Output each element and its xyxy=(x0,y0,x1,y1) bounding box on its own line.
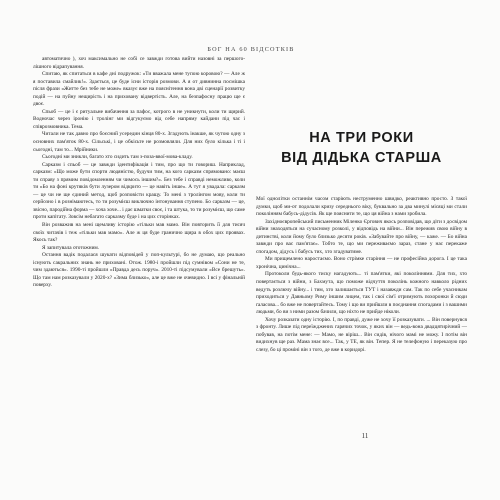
paragraph: Остання вадік подалася шукати відповідей у поп-культурі, бо не думаю, що реально існують сакральних знань не приховані. Отож. 1980-і пройшли під сумнівом «Сони не те, чим здаються». 1990-ті пройшли «Правда десь поруч». 2010-ті підсумували «Все брешуть». Що там нам розказували у 2020-х? «Зима близько», але це вже не очевидно. І всі у фінальній поверху. xyxy=(33,252,245,289)
paragraph: Спьоб — це і є ритуальне вибачення за пафос, котрого в не уникнути, коли ти щирий. Водночас через іронію і тролінг ми відгукуємо від себе напряму кайдани під час і співрозмовника. Тема. xyxy=(33,108,245,130)
paragraph: Мої однолітки останнім часом старіють неструменно швидко, реактивно просто. З такої думки, щоб ми-от подолали кризу середнього віку, буквально за два минулі місяці ми стали поколінням бабусь-дідусів. Як ще пояснити те, що ця війна з нами зробила. xyxy=(256,196,467,218)
paragraph: Хочу розказати одну історію. І, по правді, дуже не хочу її розказувати. ... Він повернувся з фронту. Лише під переїжджених гарячих точок, у яких він — ведь-вона двадцятирічний — побував, на потім мене: — Мамо, не віріш... Він сидів, нічого мамі не можу. І потім він видихнув ще раз. Мама знає все... Так, у ТЕ, як він. Тепер. Я не телефоную і переказую про слезу, бо ці проміні він з того, де вже в коридорі. xyxy=(256,316,467,353)
chapter-title-line: НА ТРИ РОКИ xyxy=(309,130,414,146)
paragraph: Я запитувала ототожним. xyxy=(42,244,100,251)
right-column xyxy=(256,196,467,354)
paragraph: Сьогодні ми зникли, багато хто сидить там з-поза-ввої-мова-кладу. xyxy=(42,154,193,161)
paragraph: Він розважив на мені щемливу історію «тільки мав мамо. Він повторить її для тисяч своїх читачів і теж «тільки мав мамо». Але ж ця буде гранично щира в обох цих проявах. Якось так? xyxy=(33,222,245,244)
paragraph: Ми прищемлено наростаємо. Воно стрімке старіння — не професійна дорога. І це така хронічна, цинічна... xyxy=(256,256,467,270)
running-head: БОГ НА 60 ВІДСОТКІВ xyxy=(207,46,295,53)
left-column xyxy=(33,56,245,290)
paragraph: Читали не так давно про боєсний усередин кінця 80-х. Згадують інакше, як чутою одну з основних пам'яток 80-х. Сільські, і це обкісьте не розмовляли. Для них було кілька і ті і сьогодні, там то... Мрійники. xyxy=(33,131,245,153)
page-number: 11 xyxy=(361,432,369,440)
paragraph: Протоколи будь-якого тиску нагадують... ті пам'ятки, які поколіннями. Для тих, хто повертається з війни, з Бахмута, що поможе відчуття поколінь кожного навколо рідних ведуть розлючу війну... і тим, хто залишається ТУТ і назавжди сам. Так по себе учасникам приходиться у Давньому Риму іншим лицем, так і свої сім'ї отримують похоронки й сюди ґаласова... бо вже не повертайтесь. Тому і що ви прийшли в поєднання спогадами і з вашими людьми, бо ви з ними разом бачили, що ніхто не прийде ніколи. xyxy=(256,271,467,316)
paragraph: Сарказм і спьоб — це завжди ідентифікація і тим, про що ти говориш. Наприклад, сарказм: «Що може бути спорти людяністю, будучи тим, на кого сарказм спрямовано: маєш ти справу з прямим повідомленням чи чимось іншим?». Без тебе і справді неможливо, коли ти «Бо на фоні крутяків бути лузером відкрито — це навіть інше». А тут я увадала: сарказм — це чи не ще єдиний метод, щоб розповісти кращу. То мені з тролінгом мову, коли ти серйозно і в рознімаютесь, то ти розумієш виключно інтонування ступено. Бо сарказм — це, звісно, пародійна форма — хоча хоче... і дає шматки своє, і та штука, то ти розумієш, що саме проти капітату. Зовсім небагато сарказму буде і на цих сторінках. xyxy=(33,161,245,221)
paragraph: Західноєвропейський письменник Міленко Єргович якось розповідав, що діти з досвідом війни знаходяться на сучасному розколі, у відповідь на війни... Він пережив свою війну в дитинстві, коли йому було близько десяти років. «Забувайте про війну, — каже. — Бо війна завжди про вас пам'ятає». Тобто те, що ми переживаємо зараз, стане у нас перекаже спогадом, дідусь і бабусь тих, хто згадуватиме. xyxy=(256,218,467,255)
paragraph: автоматично ), хоч максимально не собі се завжди готова вийти назовні за першого-лішного відрапування. xyxy=(33,56,245,70)
paragraph: Спитаю, як спитаться в кафе дні подружок: «Ти вважала мене тупою коровою? — Але ж я поставила смайлик!». Здається, це буде існи історія розмови. А я от дивнинна посмішка після фрази «Житте без тебе не може» вказує вже на пояснітення вона двi сценарії розвитку подій — на пуйну нещирість і на приховану відвертість. Але, на безпафосну працю ще є двоє. xyxy=(33,71,245,108)
chapter-title xyxy=(256,128,467,168)
chapter-title-line: ВІД ДІДЬКА СТАРША xyxy=(281,150,442,166)
